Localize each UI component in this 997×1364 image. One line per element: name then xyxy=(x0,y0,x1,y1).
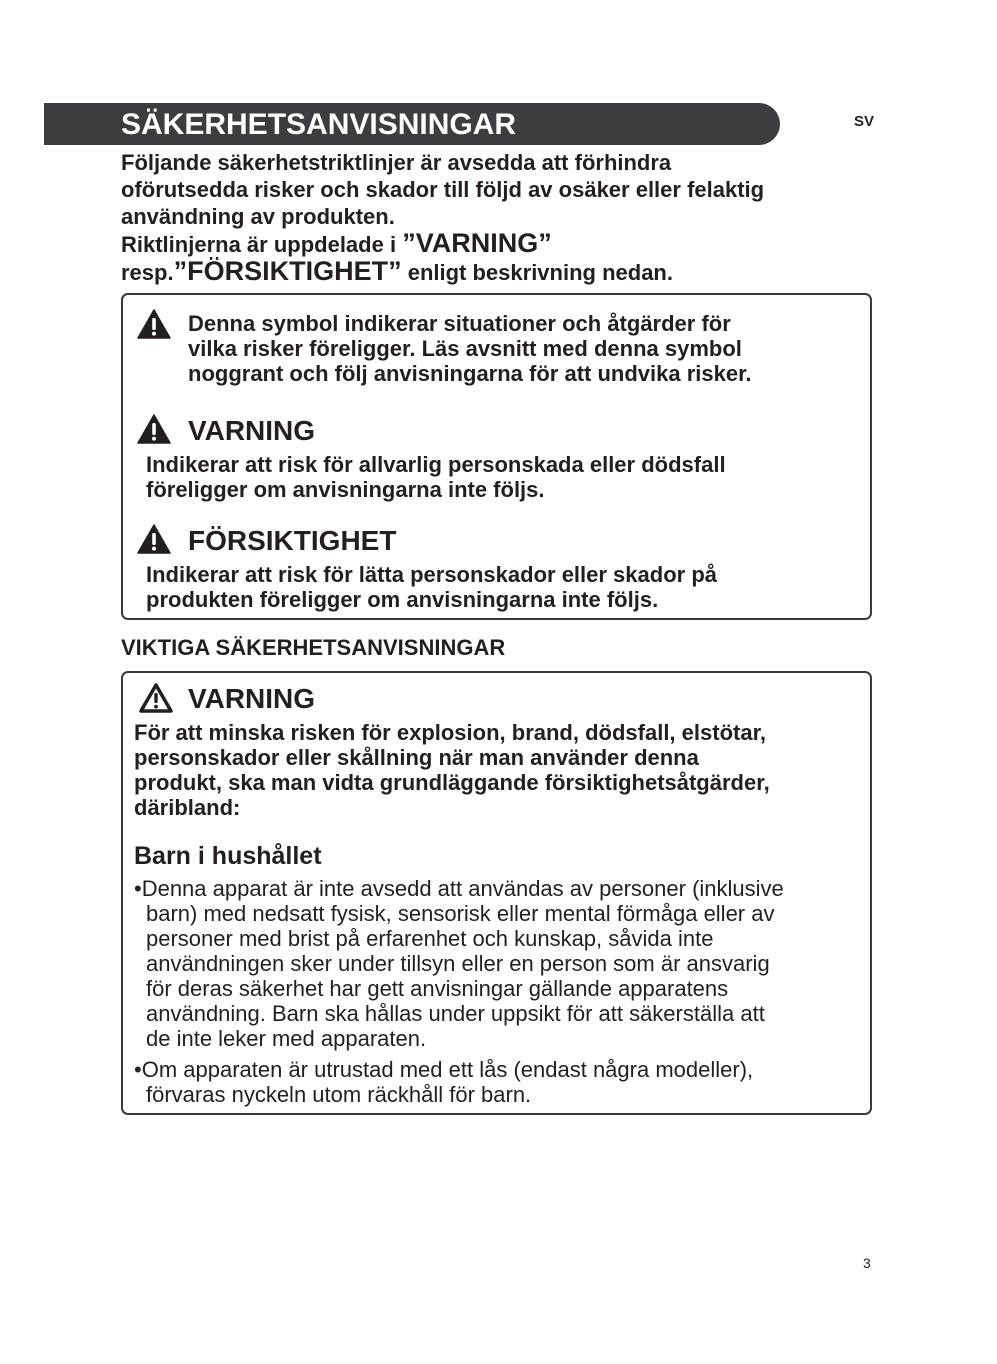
bullet-line: användning. Barn ska hållas under uppsikt för att säkerställa att xyxy=(146,1001,765,1026)
language-code: SV xyxy=(854,113,875,130)
symbol-description-line: vilka risker föreligger. Läs avsnitt med denna symbol xyxy=(188,336,742,361)
intro-varning-term: ”VARNING” xyxy=(402,228,552,258)
children-subheading: Barn i hushållet xyxy=(134,842,322,870)
symbol-description-line: noggrant och följ anvisningarna för att undvika risker. xyxy=(188,361,752,386)
intro-text: Riktlinjerna är uppdelade i xyxy=(121,232,403,257)
intro-line: Följande säkerhetstriktlinjer är avsedda att förhindra xyxy=(121,150,672,175)
intro-text: enligt beskrivning nedan. xyxy=(401,260,673,285)
symbol-description-line: Denna symbol indikerar situationer och åtgärder för xyxy=(188,311,731,336)
page-number: 3 xyxy=(863,1255,871,1271)
bullet-line: för deras säkerhet har gett anvisningar gällande apparatens xyxy=(146,976,729,1001)
bullet-line: användningen sker under tillsyn eller en person som är ansvarig xyxy=(146,951,770,976)
warning-triangle-icon xyxy=(137,414,171,444)
important-warning-line: För att minska risken för explosion, brand, dödsfall, elstötar, xyxy=(134,720,767,745)
intro-line: oförutsedda risker och skador till följd av osäker eller felaktig xyxy=(121,177,765,202)
forsiktighet-description-line: produkten föreligger om anvisningarna inte följs. xyxy=(146,587,659,612)
important-warning-line: däribland: xyxy=(134,795,241,820)
important-varning-heading: VARNING xyxy=(188,683,316,714)
bullet-line: •Denna apparat är inte avsedd att användas av personer (inklusive xyxy=(134,876,784,901)
page-title: SÄKERHETSANVISNINGAR xyxy=(121,108,517,141)
intro-text: resp. xyxy=(121,260,174,285)
forsiktighet-description-line: Indikerar att risk för lätta personskador eller skador på xyxy=(146,562,717,587)
bullet-line: förvaras nyckeln utom räckhåll för barn. xyxy=(146,1082,532,1107)
bullet-item xyxy=(134,1057,753,1107)
symbol-description xyxy=(188,311,752,386)
forsiktighet-description xyxy=(146,562,717,612)
bullet-line: •Om apparaten är utrustad med ett lås (endast några modeller), xyxy=(134,1057,754,1082)
bullet-item xyxy=(134,876,784,1051)
warning-triangle-icon xyxy=(137,524,171,554)
intro-paragraph xyxy=(121,149,881,286)
warning-triangle-icon xyxy=(137,309,171,339)
varning-description-line: föreligger om anvisningarna inte följs. xyxy=(146,477,545,502)
intro-line: användning av produkten. xyxy=(121,204,395,229)
bullet-line: personer med brist på erfarenhet och kunskap, såvida inte xyxy=(146,926,714,951)
intro-line xyxy=(121,258,881,286)
forsiktighet-heading: FÖRSIKTIGHET xyxy=(188,525,397,556)
warning-triangle-icon xyxy=(139,683,173,713)
bullet-line: barn) med nedsatt fysisk, sensorisk eller mental förmåga eller av xyxy=(146,901,775,926)
important-section-title: VIKTIGA SÄKERHETSANVISNINGAR xyxy=(121,635,506,660)
important-warning-line: produkt, ska man vidta grundläggande försiktighetsåtgärder, xyxy=(134,770,770,795)
varning-heading: VARNING xyxy=(188,415,316,446)
varning-description xyxy=(146,452,726,502)
intro-forsiktighet-term: ”FÖRSIKTIGHET” xyxy=(173,256,402,286)
varning-description-line: Indikerar att risk för allvarlig personskada eller dödsfall xyxy=(146,452,726,477)
bullet-line: de inte leker med apparaten. xyxy=(146,1026,427,1051)
important-warning-line: personskador eller skållning när man använder denna xyxy=(134,745,699,770)
important-warning-text xyxy=(134,720,770,820)
intro-line xyxy=(121,230,881,258)
